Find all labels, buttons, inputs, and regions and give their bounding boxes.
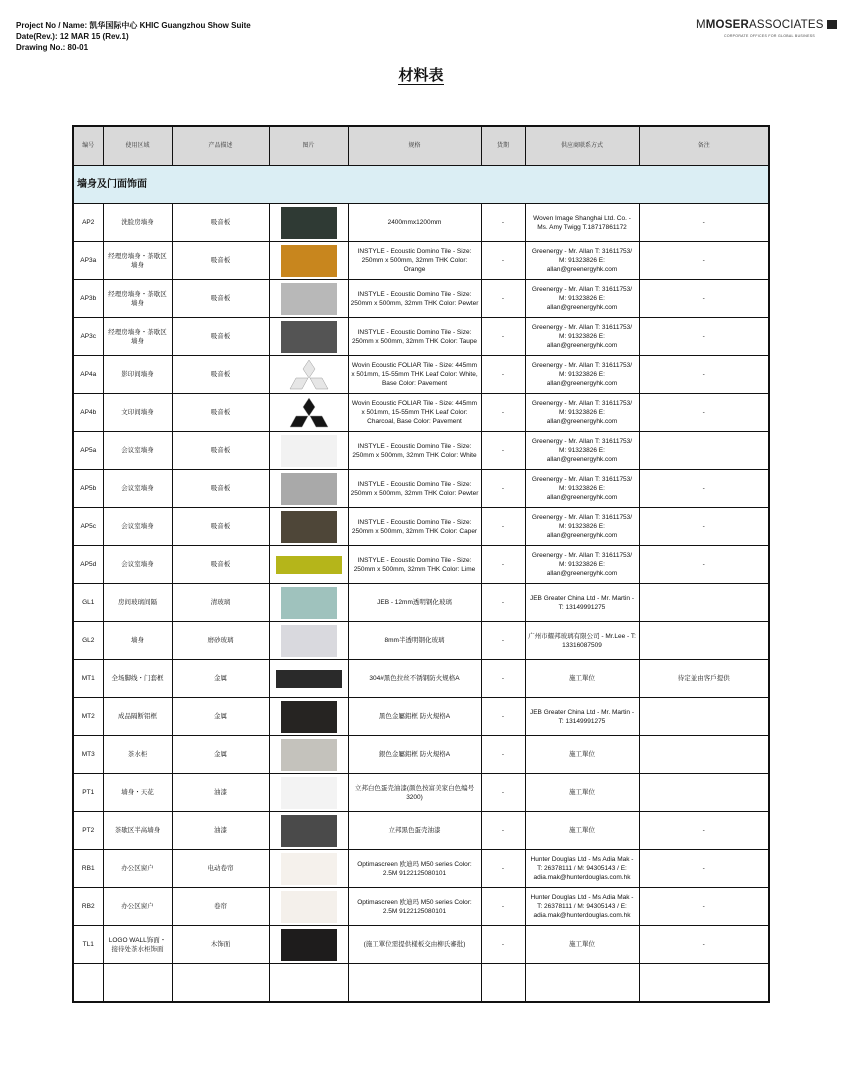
item-code: AP5b [73,470,103,508]
material-swatch [281,511,337,543]
table-row [73,204,769,242]
item-code: AP5a [73,432,103,470]
drawing-number: Drawing No.: 80-01 [16,43,89,52]
item-code: RB1 [73,850,103,888]
remarks: - [639,812,769,850]
material-image [269,280,348,318]
document-title: 材料表 [398,67,444,84]
table-row [73,318,769,356]
supplier-contact: Greenergy - Mr. Allan T: 31611753/ M: 91323826 E: allan@greenergyhk.com [525,546,639,584]
item-code: MT1 [73,660,103,698]
item-code: PT1 [73,774,103,812]
empty-cell [172,964,269,1003]
product-description: 金属 [172,736,269,774]
section-title: 墙身及门面饰面 [73,166,769,204]
product-description: 吸音板 [172,280,269,318]
lead-time: - [481,812,525,850]
leaf-tile-charcoal-icon [281,397,337,429]
col-header-area: 使用区域 [103,126,172,166]
revision-date: Date(Rev.): 12 MAR 15 (Rev.1) [16,32,129,41]
supplier-contact: Greenergy - Mr. Allan T: 31611753/ M: 91323826 E: allan@greenergyhk.com [525,470,639,508]
product-description: 吸音板 [172,508,269,546]
supplier-contact: JEB Greater China Ltd - Mr. Martin - T: 13149991275 [525,584,639,622]
remarks: - [639,470,769,508]
item-code: MT3 [73,736,103,774]
table-row [73,850,769,888]
company-logo [696,19,826,38]
material-image [269,926,348,964]
product-description: 吸音板 [172,204,269,242]
specification: Wovin Ecoustic FOLIAR Tile - Size: 445mm x 501mm, 15-55mm THK Leaf Color: Charcoal, Base Color: Pavement [348,394,481,432]
logo-mark-icon [827,20,837,29]
table-row [73,470,769,508]
lead-time: - [481,736,525,774]
specification: JEB - 12mm透明钢化玻璃 [348,584,481,622]
usage-area: 房间玻璃间隔 [103,584,172,622]
table-row [73,622,769,660]
usage-area: 茶水柜 [103,736,172,774]
material-swatch [281,701,337,733]
usage-area: 经理房墙身・茶歇区墙身 [103,280,172,318]
specification: 立邦白色蛋壳油漆(颜色按富美家白色编号3200) [348,774,481,812]
material-image [269,660,348,698]
logo-tagline: CORPORATE OFFICES FOR GLOBAL BUSINESS [724,34,816,38]
item-code: GL1 [73,584,103,622]
product-description: 电动卷帘 [172,850,269,888]
usage-area: 会议室墙身 [103,470,172,508]
col-header-description: 产品描述 [172,126,269,166]
specification: 2400mmx1200mm [348,204,481,242]
lead-time: - [481,356,525,394]
product-description: 吸音板 [172,242,269,280]
table-row [73,812,769,850]
material-image [269,356,348,394]
product-description: 吸音板 [172,318,269,356]
remarks [639,622,769,660]
item-code: AP3c [73,318,103,356]
remarks: - [639,242,769,280]
material-image [269,888,348,926]
specification: (施工單位需提供樣板交由柳氏審批) [348,926,481,964]
item-code: AP2 [73,204,103,242]
empty-cell [269,964,348,1003]
supplier-contact: JEB Greater China Ltd - Mr. Martin - T: 13149991275 [525,698,639,736]
product-description: 吸音板 [172,432,269,470]
material-swatch [281,283,337,315]
product-description: 清玻璃 [172,584,269,622]
supplier-contact: Hunter Douglas Ltd - Ms Adia Mak - T: 26378111 / M: 94305143 / E: adia.mak@hunterdouglas.com.hk [525,850,639,888]
material-image [269,698,348,736]
lead-time: - [481,546,525,584]
usage-area: 经理房墙身・茶歇区墙身 [103,318,172,356]
material-swatch [276,556,342,574]
item-code: AP5c [73,508,103,546]
remarks: - [639,280,769,318]
material-image [269,432,348,470]
supplier-contact: 施工單位 [525,660,639,698]
supplier-contact: Woven Image Shanghai Ltd. Co. - Ms. Amy Twigg T.18717861172 [525,204,639,242]
materials-table [72,125,770,1003]
material-image [269,736,348,774]
supplier-contact: 施工單位 [525,774,639,812]
col-header-lead-time: 货期 [481,126,525,166]
col-header-code: 编号 [73,126,103,166]
specification: Optimascreen 欧迪玛 M50 series Color: 2.5M 9122125080101 [348,888,481,926]
material-image [269,394,348,432]
col-header-remarks: 备注 [639,126,769,166]
remarks [639,774,769,812]
supplier-contact: 广州市耀邦玻璃有限公司 - Mr.Lee - T: 13316087509 [525,622,639,660]
material-image [269,622,348,660]
item-code: AP5d [73,546,103,584]
item-code: MT2 [73,698,103,736]
project-info [16,20,251,53]
material-image [269,318,348,356]
product-description: 吸音板 [172,394,269,432]
section-row [73,166,769,204]
material-image [269,470,348,508]
lead-time: - [481,888,525,926]
remarks: - [639,394,769,432]
usage-area: 全场脚线・门套框 [103,660,172,698]
table-row [73,926,769,964]
project-name: Project No / Name: 凯华国际中心 KHIC Guangzhou Show Suite [16,21,251,30]
material-swatch [281,853,337,885]
empty-row [73,964,769,1003]
remarks: - [639,356,769,394]
specification: INSTYLE - Ecoustic Domino Tile - Size: 250mm x 500mm, 32mm THK Color: Pewter [348,470,481,508]
supplier-contact: Greenergy - Mr. Allan T: 31611753/ M: 91323826 E: allan@greenergyhk.com [525,432,639,470]
specification: Optimascreen 欧迪玛 M50 series Color: 2.5M 9122125080101 [348,850,481,888]
usage-area: 会议室墙身 [103,432,172,470]
material-swatch [281,625,337,657]
usage-area: 经理房墙身・茶歇区墙身 [103,242,172,280]
lead-time: - [481,204,525,242]
specification: 銀色金屬鋁框 防火規格A [348,736,481,774]
lead-time: - [481,622,525,660]
supplier-contact: Greenergy - Mr. Allan T: 31611753/ M: 91323826 E: allan@greenergyhk.com [525,280,639,318]
specification: INSTYLE - Ecoustic Domino Tile - Size: 250mm x 500mm, 32mm THK Color: Lime [348,546,481,584]
lead-time: - [481,698,525,736]
supplier-contact: 施工單位 [525,926,639,964]
remarks: - [639,546,769,584]
remarks [639,584,769,622]
specification: 立邦黑色蛋壳油漆 [348,812,481,850]
remarks: - [639,508,769,546]
table-row [73,698,769,736]
product-description: 磨砂玻璃 [172,622,269,660]
product-description: 金属 [172,660,269,698]
material-image [269,584,348,622]
item-code: PT2 [73,812,103,850]
supplier-contact: 施工單位 [525,736,639,774]
usage-area: 办公区窗户 [103,888,172,926]
material-image [269,774,348,812]
specification: Wovin Ecoustic FOLIAR Tile - Size: 445mm x 501mm, 15-55mm THK Leaf Color: White, Base Color: Pavement [348,356,481,394]
specification: 8mm半透明钢化玻璃 [348,622,481,660]
leaf-tile-white-icon [281,359,337,391]
product-description: 木饰面 [172,926,269,964]
usage-area: 会议室墙身 [103,508,172,546]
lead-time: - [481,660,525,698]
table-row [73,774,769,812]
product-description: 金属 [172,698,269,736]
product-description: 吸音板 [172,470,269,508]
empty-cell [348,964,481,1003]
material-image [269,546,348,584]
usage-area: 墙身・天花 [103,774,172,812]
empty-cell [639,964,769,1003]
remarks: - [639,204,769,242]
lead-time: - [481,318,525,356]
table-row [73,736,769,774]
specification: INSTYLE - Ecoustic Domino Tile - Size: 250mm x 500mm, 32mm THK Color: Orange [348,242,481,280]
material-swatch [281,815,337,847]
lead-time: - [481,774,525,812]
remarks [639,432,769,470]
table-row [73,660,769,698]
specification: INSTYLE - Ecoustic Domino Tile - Size: 250mm x 500mm, 32mm THK Color: Caper [348,508,481,546]
table-row [73,546,769,584]
specification: INSTYLE - Ecoustic Domino Tile - Size: 250mm x 500mm, 32mm THK Color: Pewter [348,280,481,318]
material-swatch [281,739,337,771]
table-row [73,432,769,470]
material-swatch [276,670,342,688]
product-description: 卷帘 [172,888,269,926]
product-description: 油漆 [172,774,269,812]
remarks [639,736,769,774]
supplier-contact: Greenergy - Mr. Allan T: 31611753/ M: 91323826 E: allan@greenergyhk.com [525,356,639,394]
item-code: AP4a [73,356,103,394]
usage-area: 茶歇区半高墙身 [103,812,172,850]
lead-time: - [481,280,525,318]
empty-cell [103,964,172,1003]
item-code: TL1 [73,926,103,964]
item-code: AP3b [73,280,103,318]
specification: INSTYLE - Ecoustic Domino Tile - Size: 250mm x 500mm, 32mm THK Color: White [348,432,481,470]
material-swatch [281,207,337,239]
lead-time: - [481,850,525,888]
lead-time: - [481,508,525,546]
table-row [73,584,769,622]
material-swatch [281,587,337,619]
remarks: - [639,888,769,926]
material-swatch [281,929,337,961]
lead-time: - [481,432,525,470]
specification: INSTYLE - Ecoustic Domino Tile - Size: 250mm x 500mm, 32mm THK Color: Taupe [348,318,481,356]
material-image [269,508,348,546]
usage-area: 办公区窗户 [103,850,172,888]
product-description: 油漆 [172,812,269,850]
specification: 黑色金屬鋁框 防火規格A [348,698,481,736]
logo-associates: ASSOCIATES [748,19,824,31]
product-description: 吸音板 [172,546,269,584]
item-code: GL2 [73,622,103,660]
lead-time: - [481,584,525,622]
supplier-contact: 施工單位 [525,812,639,850]
empty-cell [481,964,525,1003]
lead-time: - [481,470,525,508]
product-description: 吸音板 [172,356,269,394]
table-header-row [73,126,769,166]
col-header-supplier: 供应商联系方式 [525,126,639,166]
usage-area: 会议室墙身 [103,546,172,584]
material-swatch [281,435,337,467]
usage-area: 墙身 [103,622,172,660]
remarks: 待定並由客戶提供 [639,660,769,698]
material-swatch [281,891,337,923]
material-swatch [281,473,337,505]
table-row [73,394,769,432]
table-row [73,508,769,546]
empty-cell [73,964,103,1003]
usage-area: 成品隔断铝框 [103,698,172,736]
usage-area: LOGO WALL饰面・接待处茶水柜饰面 [103,926,172,964]
supplier-contact: Greenergy - Mr. Allan T: 31611753/ M: 91323826 E: allan@greenergyhk.com [525,508,639,546]
material-swatch [281,321,337,353]
table-row [73,356,769,394]
empty-cell [525,964,639,1003]
lead-time: - [481,394,525,432]
material-image [269,812,348,850]
lead-time: - [481,242,525,280]
lead-time: - [481,926,525,964]
table-row [73,888,769,926]
supplier-contact: Greenergy - Mr. Allan T: 31611753/ M: 91323826 E: allan@greenergyhk.com [525,242,639,280]
table-row [73,242,769,280]
usage-area: 文印间墙身 [103,394,172,432]
usage-area: 洗脸房墙身 [103,204,172,242]
supplier-contact: Greenergy - Mr. Allan T: 31611753/ M: 91323826 E: allan@greenergyhk.com [525,318,639,356]
material-swatch [281,777,337,809]
remarks: - [639,318,769,356]
remarks: - [639,926,769,964]
material-swatch [281,245,337,277]
remarks [639,698,769,736]
col-header-image: 图片 [269,126,348,166]
item-code: AP3a [73,242,103,280]
logo-m: M [696,19,706,31]
material-image [269,204,348,242]
col-header-spec: 规格 [348,126,481,166]
specification: 304#黑色拉丝不锈钢防火规格A [348,660,481,698]
material-image [269,850,348,888]
table-row [73,280,769,318]
remarks: - [639,850,769,888]
logo-moser: MOSER [705,19,749,31]
material-image [269,242,348,280]
item-code: AP4b [73,394,103,432]
usage-area: 影印间墙身 [103,356,172,394]
supplier-contact: Greenergy - Mr. Allan T: 31611753/ M: 91323826 E: allan@greenergyhk.com [525,394,639,432]
item-code: RB2 [73,888,103,926]
supplier-contact: Hunter Douglas Ltd - Ms Adia Mak - T: 26378111 / M: 94305143 / E: adia.mak@hunterdouglas.com.hk [525,888,639,926]
